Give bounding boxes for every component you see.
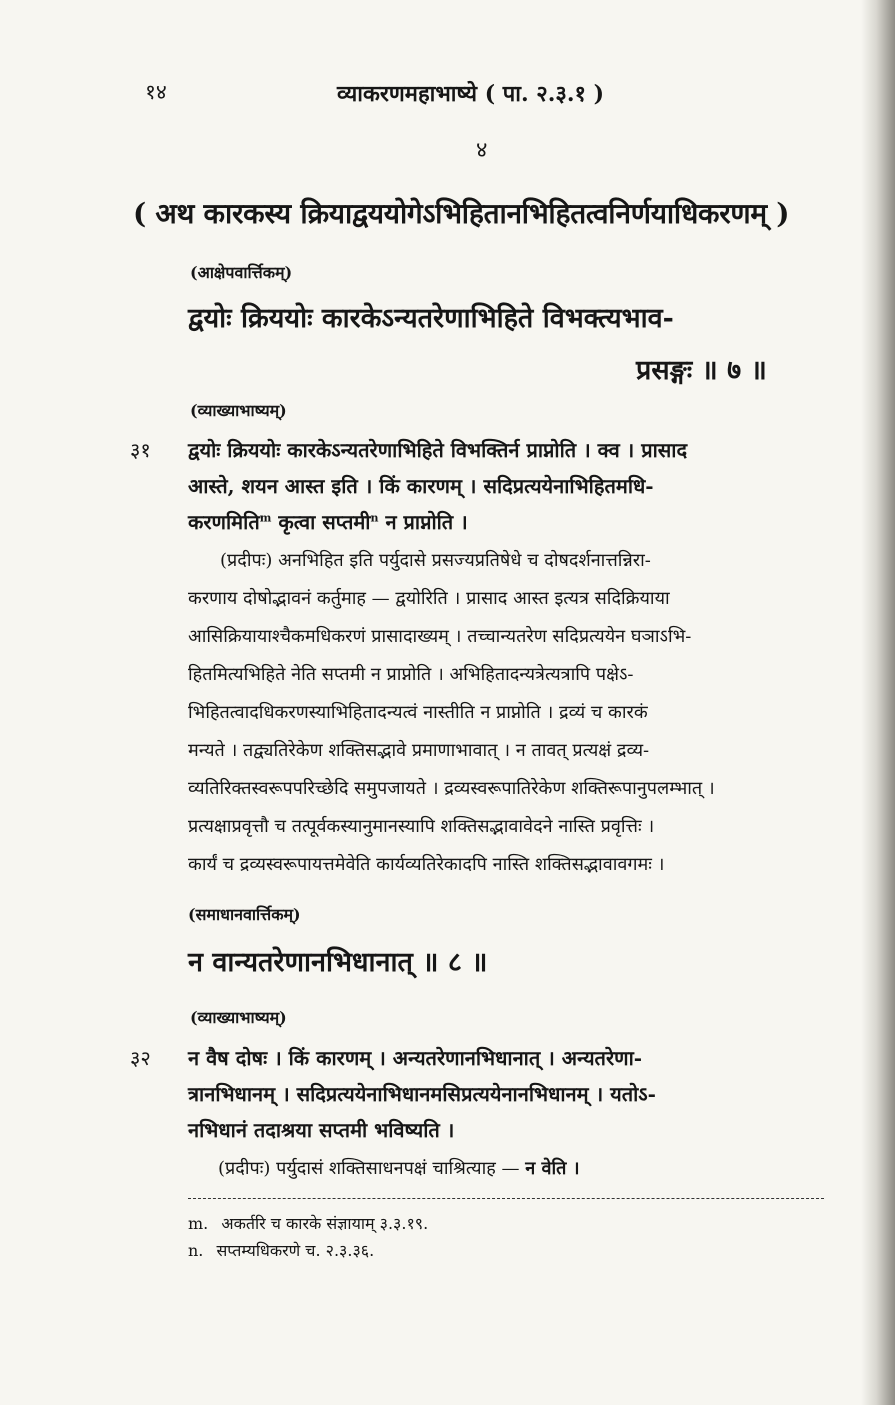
- paragraph-31-line-3-start: करणमिति: [188, 510, 260, 534]
- section-number: ४: [476, 138, 488, 163]
- paragraph-31-line-3-mid: कृत्वा सप्तमी: [271, 510, 371, 534]
- paragraph-32-line: त्रानभिधानम् । सदिप्रत्ययेनाभिधानमसिप्रत्ययेनानभिधानम् । यतोऽ-: [188, 1082, 656, 1106]
- pradipa-line-2: [218, 1156, 580, 1180]
- footnote-m: [188, 1212, 428, 1234]
- footnote-mark: m.: [188, 1214, 209, 1233]
- pradipa-text: अनभिहित इति पर्युदासे प्रसज्यप्रतिषेधे च दोषदर्शनात्तन्निरा-: [272, 550, 651, 571]
- pradipa-line: भिहितत्वादधिकरणस्याभिहितादन्यत्वं नास्तीति न प्राप्नोति । द्रव्यं च कारकं: [188, 702, 648, 723]
- scan-edge-shadow: [861, 0, 895, 1405]
- akshepa-label: (आक्षेपवार्त्तिकम्): [190, 263, 293, 282]
- vartika-8: न वान्यतरेणानभिधानात् ॥ ८ ॥: [188, 947, 488, 978]
- paragraph-32-line: नभिधानं तदाश्रया सप्तमी भविष्यति ।: [188, 1118, 455, 1142]
- footnote-text: सप्तम्यधिकरणे च. २.३.३६.: [216, 1241, 375, 1260]
- footnote-mark: n.: [188, 1241, 204, 1260]
- paragraph-32-line: न वैष दोषः । किं कारणम् । अन्यतरेणानभिधानात् । अन्यतरेणा-: [188, 1046, 643, 1070]
- pradipa-line: प्रत्यक्षाप्रवृत्तौ च तत्पूर्वकस्यानुमानस्यापि शक्तिसद्भावावेदने नास्ति प्रवृत्तिः ।: [188, 816, 655, 837]
- paragraph-number-31: ३१: [130, 438, 151, 462]
- pradipa-line: हितमित्यभिहिते नेति सप्तमी न प्राप्नोति । अभिहितादन्यत्रेत्यत्रापि पक्षेऽ-: [188, 664, 634, 685]
- pradipa-line: आसिक्रियायाश्चैकमधिकरणं प्रासादाख्यम् । तच्चान्यतरेण सदिप्रत्ययेन घञाऽभि-: [188, 626, 692, 647]
- vyakhya-label-2: (व्याख्याभाष्यम्): [190, 1008, 287, 1027]
- pradipa-label-2: (प्रदीपः): [218, 1158, 271, 1179]
- footnote-mark-m: m: [259, 511, 272, 525]
- pradipa-label-1: (प्रदीपः): [220, 550, 273, 571]
- vartika-7-line-1: द्वयोः क्रिययोः कारकेऽन्यतरेणाभिहिते विभक्त्यभाव-: [188, 303, 674, 334]
- footnote-rule: [188, 1198, 824, 1199]
- paragraph-31-line-3-end: न प्राप्नोति ।: [378, 510, 468, 534]
- page-number: १४: [145, 80, 167, 104]
- paragraph-number-32: ३२: [130, 1046, 151, 1070]
- paragraph-31-line: [188, 508, 468, 535]
- footnote-n: [188, 1239, 374, 1261]
- footnote-text: अकर्तरि च कारके संज्ञायाम् ३.३.१९.: [221, 1214, 429, 1233]
- pradipa-line: कार्यं च द्रव्यस्वरूपायत्तमेवेति कार्यव्यतिरेकादपि नास्ति शक्तिसद्भावावगमः ।: [188, 854, 665, 875]
- paragraph-31-line: द्वयोः क्रिययोः कारकेऽन्यतरेणाभिहिते विभक्तिर्न प्राप्नोति । क्व । प्रासाद: [188, 438, 688, 462]
- vyakhya-label-1: (व्याख्याभाष्यम्): [190, 401, 287, 420]
- vartika-7-line-2: प्रसङ्गः ॥ ७ ॥: [636, 355, 767, 386]
- pradipa-line-1: [220, 548, 651, 572]
- page-header: [145, 78, 645, 112]
- samadhana-label: (समाधानवार्त्तिकम्): [188, 905, 301, 924]
- pradipa-line: व्यतिरिक्तस्वरूपपरिच्छेदि समुपजायते । द्रव्यस्वरूपातिरेकेण शक्तिरूपानुपलम्भात् ।: [188, 778, 715, 799]
- paragraph-31-line: आस्ते, शयन आस्त इति । किं कारणम् । सदिप्रत्ययेनाभिहितमधि-: [188, 474, 654, 498]
- pradipa-pratika: न वेति ।: [525, 1158, 580, 1179]
- pradipa-line: करणाय दोषोद्भावनं कर्तुमाह — द्वयोरिति । प्रासाद आस्त इत्यत्र सदिक्रियाया: [188, 588, 670, 609]
- pradipa-text-2: पर्युदासं शक्तिसाधनपक्षं चाश्रित्याह —: [270, 1158, 526, 1179]
- footnote-mark-n: n: [370, 511, 379, 525]
- running-title: व्याकरणमहाभाष्ये ( पा. २.३.१ ): [337, 81, 604, 107]
- pradipa-line: मन्यते । तद्व्यतिरेकेण शक्तिसद्भावे प्रमाणाभावात् । न तावत् प्रत्यक्षं द्रव्य-: [188, 740, 650, 761]
- adhikarana-title: ( अथ कारकस्य क्रियाद्वययोगेऽभिहितानभिहितत्वनिर्णयाधिकरणम् ): [133, 197, 790, 230]
